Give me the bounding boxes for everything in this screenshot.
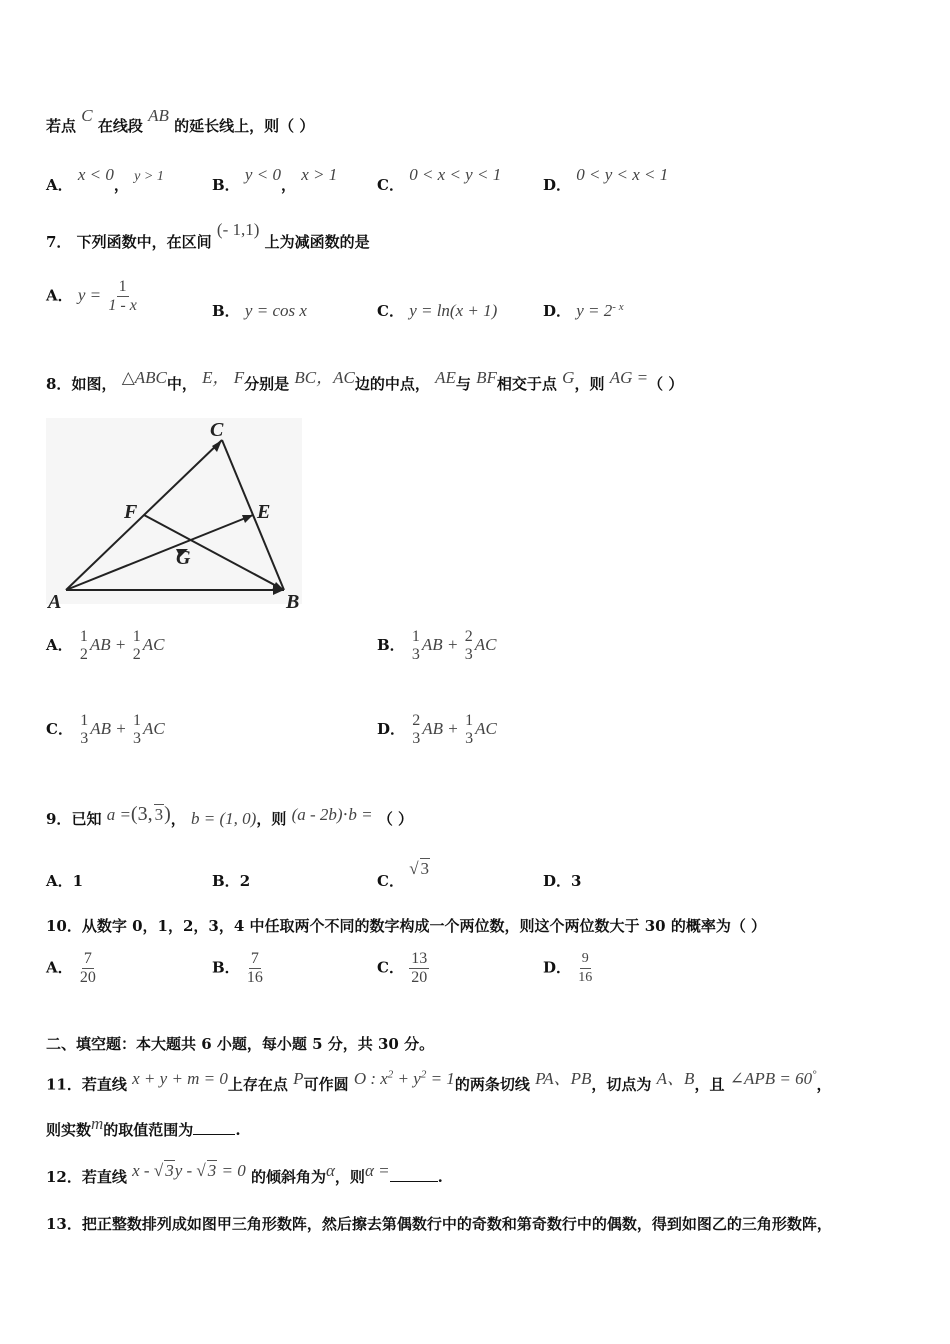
- q6-option-d[interactable]: D． 0 < y < x < 1: [543, 165, 669, 194]
- q9-option-d[interactable]: D．3: [543, 872, 582, 890]
- q6-stem: 若点 C 在线段 AB 的延长线上，则（ ）: [46, 106, 315, 135]
- label-e: E: [257, 501, 271, 523]
- q7-option-c[interactable]: C． y = ln(x + 1): [377, 301, 498, 320]
- label-f: F: [124, 501, 138, 523]
- q8-option-a[interactable]: A． 1 2 AB + 1 2 AC: [46, 628, 165, 663]
- q12-answer-blank[interactable]: [390, 1167, 438, 1182]
- q7-option-b[interactable]: B． y = cos x: [212, 301, 307, 320]
- q11-line2: 则实数m的取值范围为 .: [46, 1114, 241, 1139]
- q8-stem: 8．如图， △ABC中， E， F分别是 BC，AC边的中点， AE与 BF相交于点 G，则 AG =（ ）: [46, 368, 684, 393]
- label-c: C: [210, 419, 224, 441]
- q9-option-c[interactable]: C． √ 3: [377, 859, 430, 890]
- q12-stem: 12．若直线 x - √ 3y - √ 3 = 0 的倾斜角为α，则α = .: [46, 1161, 443, 1186]
- q7-option-d[interactable]: D． $y = 2^{- x}$: [543, 301, 624, 320]
- q7-stem: 7． 下列函数中，在区间 (- 1,1) 上为减函数的是: [46, 220, 370, 251]
- q6-option-b[interactable]: B． y < 0， x > 1: [212, 165, 338, 194]
- q6-option-c[interactable]: C． 0 < x < y < 1: [377, 165, 502, 194]
- q10-stem: 10．从数字 0，1，2，3，4 中任取两个不同的数字构成一个两位数，则这个两位数大于 30 的概率为（ ）: [46, 917, 767, 935]
- q11-answer-blank[interactable]: [193, 1120, 235, 1135]
- q10-option-d[interactable]: D． $\frac{9}{16}$: [543, 951, 593, 985]
- q9-option-b[interactable]: B．2: [212, 872, 251, 890]
- q8-option-b[interactable]: B． 1 3 AB + 2 3 AC: [377, 628, 497, 663]
- section-title: 二、填空题：本大题共 6 小题，每小题 5 分，共 30 分。: [46, 1035, 435, 1053]
- q8-option-d[interactable]: D． 2 3 AB + 1 3 AC: [377, 712, 497, 747]
- q11-stem: 11．若直线 x + y + m = 0上存在点 P可作圆 O : $x^2 + y^2 = 1$的两条切线 PA、PB，切点为 A、B，且 ∠APB = 60°，: [46, 1068, 832, 1094]
- label-b: B: [286, 591, 300, 613]
- triangle-figure: [46, 418, 306, 614]
- q10-option-b[interactable]: B． $\frac{7}{16}$: [212, 950, 263, 986]
- label-a: A: [48, 591, 62, 613]
- label-g: G: [176, 547, 191, 569]
- q7-option-a[interactable]: A． y = $\frac{1}{1 - x}$: [46, 278, 137, 314]
- q8-option-c[interactable]: C． 1 3 AB + 1 3 AC: [46, 712, 165, 747]
- interval: (- 1,1): [216, 220, 260, 239]
- q10-option-c[interactable]: C． $\frac{13}{20}$: [377, 950, 428, 986]
- segment-ab: AB: [148, 106, 169, 125]
- q10-option-a[interactable]: A． $\frac{7}{20}$: [46, 950, 96, 986]
- q6-option-a[interactable]: A． x < 0， y > 1: [46, 165, 164, 194]
- q13-stem: 13．把正整数排列成如图甲三角形数阵，然后擦去第偶数行中的奇数和第奇数行中的偶数，得到如图乙的三角形数阵，: [46, 1215, 832, 1233]
- q9-option-a[interactable]: A．1: [46, 872, 84, 890]
- point-c: C: [81, 106, 93, 125]
- q9-stem: 9．已知 a =(3, 3)， b = (1, 0)，则 (a - 2b)⋅b = （ ）: [46, 803, 414, 828]
